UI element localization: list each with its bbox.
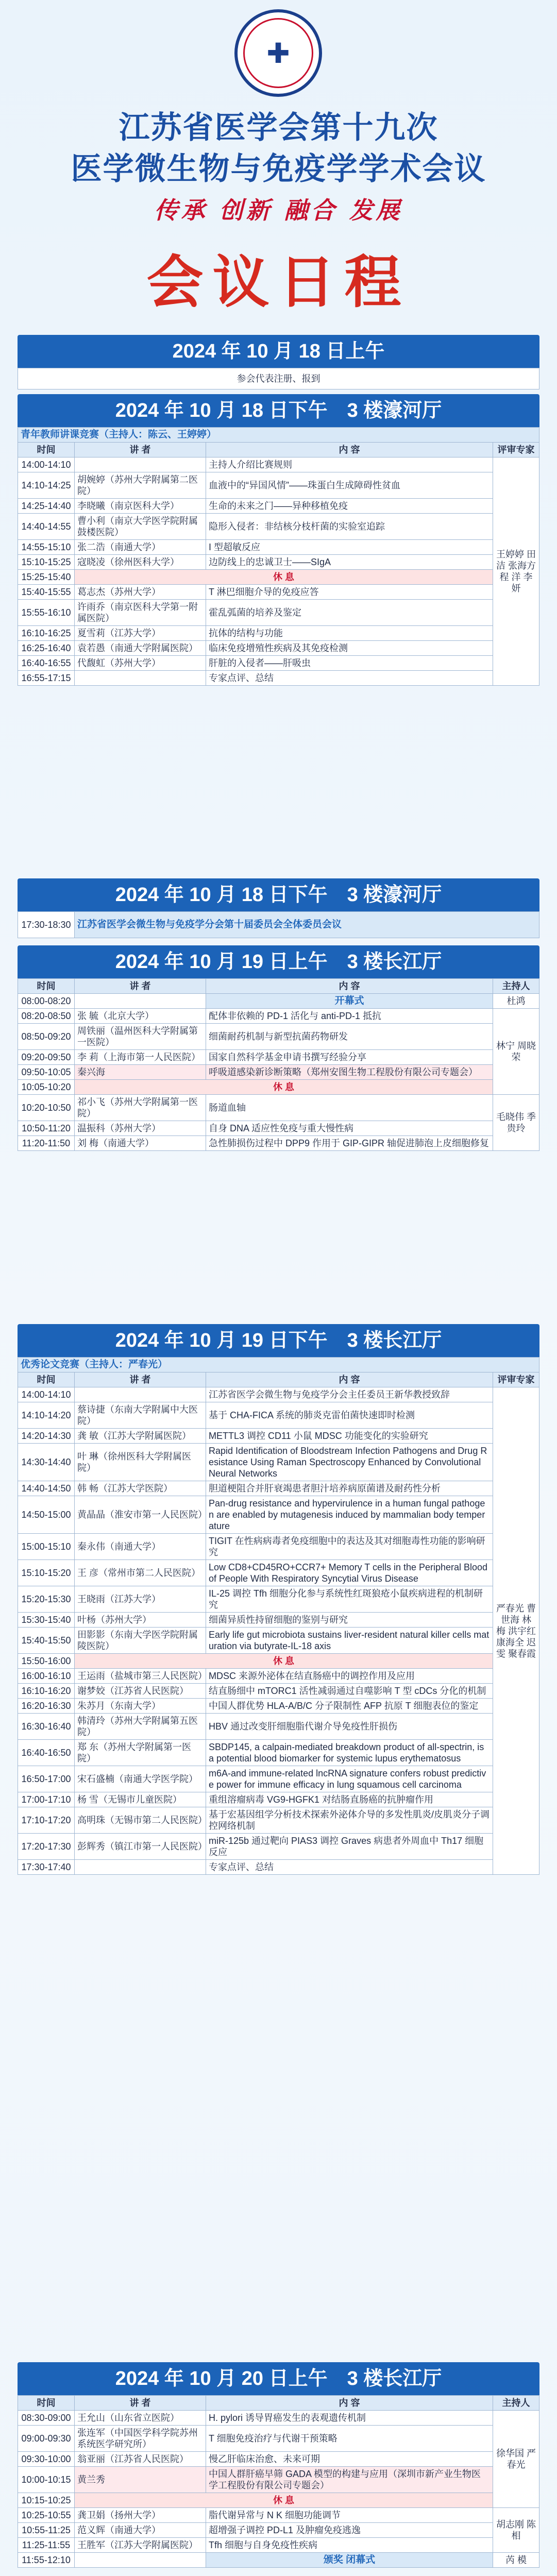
row-speaker: 高明珠（无锡市第二人民医院） <box>75 1807 206 1834</box>
table-row <box>18 1009 539 1024</box>
row-content: 结直肠细中 mTORC1 活性减弱通过自噬影响 T 型 cDCs 分化的机制 <box>206 1684 493 1699</box>
col-host: 主持人 <box>493 2396 539 2411</box>
title-line-1: 江苏省医学会第十九次 <box>119 110 438 145</box>
row-speaker <box>75 457 206 472</box>
row-speaker <box>75 1387 206 1402</box>
table-row <box>18 2411 539 2426</box>
row-time: 15:55-16:10 <box>18 600 75 626</box>
row-speaker: 宋石盛楠（南通大学医学院） <box>75 1766 206 1792</box>
row-speaker: 张二浩（南通大学） <box>75 540 206 555</box>
row-time: 16:40-16:50 <box>18 1740 75 1766</box>
row-time: 16:00-16:10 <box>18 1669 75 1684</box>
col-host: 主持人 <box>493 979 539 994</box>
row-time: 17:00-17:10 <box>18 1792 75 1807</box>
row-content: 肠道血轴 <box>206 1095 493 1121</box>
row-speaker <box>75 1860 206 1875</box>
section-title: 青年教师讲课竞赛（主持人：陈云、王婷婷） <box>18 428 539 443</box>
table-row <box>18 2538 539 2553</box>
table-row <box>18 1714 539 1740</box>
col-time: 时间 <box>18 979 75 994</box>
registration-note: 参会代表注册、报到 <box>18 368 539 389</box>
row-time: 14:10-14:20 <box>18 1402 75 1429</box>
host-cell: 胡志刚 陈 相 <box>493 2508 539 2553</box>
row-content: SBDP145, a calpain-mediated breakdown product of all-spectrin, is a potential blood biomarker for systemic lupus erythematosus <box>206 1740 493 1766</box>
row-content: m6A-and immune-related lncRNA signature confers robust predictive power for immune efficacy in lung squamous cell carcinoma <box>206 1766 493 1792</box>
table-row <box>18 1740 539 1766</box>
row-time: 14:00-14:10 <box>18 457 75 472</box>
table-row <box>18 1080 539 1095</box>
row-content: 江苏省医学会微生物与免疫学分会第十届委员会全体委员会议 <box>75 912 539 938</box>
table-row <box>18 514 539 540</box>
row-content: 细菌异质性持留细胞的鉴别与研究 <box>206 1613 493 1628</box>
row-content: T 淋巴细胞介导的免疫应答 <box>206 585 493 600</box>
table-row <box>18 555 539 570</box>
day2-am-block <box>18 945 539 1151</box>
table-row <box>18 2493 539 2508</box>
row-speaker: 李晓曦（南京医科大学） <box>75 499 206 514</box>
row-content: T 细胞免疫治疗与代谢干预策略 <box>206 2426 493 2452</box>
row-time: 17:30-17:40 <box>18 1860 75 1875</box>
row-time: 15:10-15:25 <box>18 555 75 570</box>
host-cell: 杜鸿 <box>493 994 539 1009</box>
table-row <box>18 1699 539 1714</box>
day-band: 2024 年 10 月 19 日下午 3 楼长江厅 <box>18 1324 539 1357</box>
table-row <box>18 2553 539 2568</box>
day-band: 2024 年 10 月 18 日下午 3 楼濠河厅 <box>18 878 539 911</box>
row-time: 08:50-09:20 <box>18 1024 75 1050</box>
row-content: 中国人群肝癌早筛 GADA 模型的构建与应用（深圳市新产业生物医学工程股份有限公司专题会） <box>206 2467 493 2493</box>
col-content: 内 容 <box>206 2396 493 2411</box>
table-row <box>18 1429 539 1444</box>
row-speaker: 郑 东（苏州大学附属第一医院） <box>75 1740 206 1766</box>
row-speaker <box>75 2553 206 2568</box>
row-time: 14:50-15:00 <box>18 1496 75 1534</box>
row-speaker: 夏雪莉（江苏大学） <box>75 626 206 641</box>
host-cell: 毛晓伟 季贵玲 <box>493 1095 539 1151</box>
row-time: 09:00-09:30 <box>18 2426 75 2452</box>
table-row <box>18 600 539 626</box>
row-time: 16:40-16:55 <box>18 656 75 671</box>
row-speaker: 龚卫娟（扬州大学） <box>75 2508 206 2523</box>
row-content: 专家点评、总结 <box>206 671 493 686</box>
row-speaker: 范义辉（南通大学） <box>75 2523 206 2538</box>
row-speaker: 曹小利（南京大学医学院附属鼓楼医院） <box>75 514 206 540</box>
day1-pm-block <box>18 394 539 686</box>
row-time: 08:30-09:00 <box>18 2411 75 2426</box>
host-cell: 徐华国 严春光 <box>493 2411 539 2508</box>
table-row <box>18 1807 539 1834</box>
host-cell: 林宁 周晓荣 <box>493 1009 539 1095</box>
break-label: 休 息 <box>75 570 493 585</box>
row-time: 10:55-11:25 <box>18 2523 75 2538</box>
table-row <box>18 1834 539 1860</box>
row-content: Pan-drug resistance and hypervirulence in a human fungal pathogen are enabled by mutagenesis induced by mammalian body temperature <box>206 1496 493 1534</box>
break-label: 休 息 <box>75 2493 493 2508</box>
row-content: Early life gut microbiota sustains liver-resident natural killer cells maturation via butyrate-IL-18 axis <box>206 1628 493 1654</box>
table-row <box>18 1481 539 1496</box>
row-time: 15:00-15:10 <box>18 1534 75 1560</box>
row-time: 15:50-16:00 <box>18 1654 75 1669</box>
col-time: 时间 <box>18 443 75 457</box>
col-content: 内 容 <box>206 979 493 994</box>
row-speaker: 张连军（中国医学科学院苏州系统医学研究所） <box>75 2426 206 2452</box>
row-time: 16:55-17:15 <box>18 671 75 686</box>
page-title: 会议日程 <box>146 249 411 315</box>
row-content: 主持人介绍比赛规则 <box>206 457 493 472</box>
row-speaker: 韩清玲（苏州大学附属第五医院） <box>75 1714 206 1740</box>
row-time: 14:55-15:10 <box>18 540 75 555</box>
table-row <box>18 1024 539 1050</box>
row-speaker: 谢梦姣（江苏省人民医院） <box>75 1684 206 1699</box>
row-time: 11:25-11:55 <box>18 2538 75 2553</box>
table-row <box>18 656 539 671</box>
row-time: 09:50-10:05 <box>18 1065 75 1080</box>
table-row <box>18 540 539 555</box>
table-row <box>18 2467 539 2493</box>
row-content: 细菌耐药机制与新型抗菌药物研发 <box>206 1024 493 1050</box>
row-time: 15:10-15:20 <box>18 1560 75 1586</box>
row-speaker: 叶杨（苏州大学） <box>75 1613 206 1628</box>
table-row <box>18 1402 539 1429</box>
row-content: 超增强子调控 PD-L1 及肿瘤免疫逃逸 <box>206 2523 493 2538</box>
row-time: 17:10-17:20 <box>18 1807 75 1834</box>
day1-eve-block <box>18 878 539 938</box>
col-speaker: 讲 者 <box>75 1372 206 1387</box>
row-content: H. pylori 诱导胃癌发生的表观遗传机制 <box>206 2411 493 2426</box>
table-row <box>18 1586 539 1613</box>
row-speaker: 王允山（山东省立医院） <box>75 2411 206 2426</box>
row-content: 重组溶瘤病毒 VG9-HGFK1 对结肠直肠癌的抗肿瘤作用 <box>206 1792 493 1807</box>
row-speaker: 胡婉婷（苏州大学附属第二医院） <box>75 472 206 499</box>
row-time: 10:50-11:20 <box>18 1121 75 1136</box>
row-content: 抗体的结构与功能 <box>206 626 493 641</box>
row-content: Rapid Identification of Bloodstream Infection Pathogens and Drug Resistance Using Raman Spectroscopy Enhanced by Convolutional Neural Networks <box>206 1444 493 1481</box>
row-speaker: 王 彦（常州市第二人民医院） <box>75 1560 206 1586</box>
row-speaker: 王胜军（江苏大学附属医院） <box>75 2538 206 2553</box>
row-speaker: 黄晶晶（淮安市第一人民医院） <box>75 1496 206 1534</box>
day3-am-block <box>18 2362 539 2568</box>
row-speaker: 周铁丽（温州医科大学附属第一医院） <box>75 1024 206 1050</box>
row-time: 17:30-18:30 <box>18 912 75 938</box>
row-speaker: 翁亚丽（江苏省人民医院） <box>75 2452 206 2467</box>
row-speaker: 王晓雨（江苏大学） <box>75 1586 206 1613</box>
row-time: 16:30-16:40 <box>18 1714 75 1740</box>
row-time: 14:10-14:25 <box>18 472 75 499</box>
table-row <box>18 1444 539 1481</box>
row-content: 脂代谢异常与 N K 细胞功能调节 <box>206 2508 493 2523</box>
day-band: 2024 年 10 月 20 日上午 3 楼长江厅 <box>18 2362 539 2395</box>
table-row <box>18 1792 539 1807</box>
row-speaker: 许雨乔（南京医科大学第一附属医院） <box>75 600 206 626</box>
row-content: 专家点评、总结 <box>206 1860 493 1875</box>
table-row <box>18 2452 539 2467</box>
row-speaker: 黄兰秀 <box>75 2467 206 2493</box>
col-speaker: 讲 者 <box>75 443 206 457</box>
row-content: 肝脏的入侵者——肝吸虫 <box>206 656 493 671</box>
row-time: 10:05-10:20 <box>18 1080 75 1095</box>
table-row <box>18 1684 539 1699</box>
table-row <box>18 641 539 656</box>
table-row <box>18 1050 539 1065</box>
table-row <box>18 1560 539 1586</box>
row-content: HBV 通过改变肝细胞脂代谢介导免疫性肝损伤 <box>206 1714 493 1740</box>
row-time: 16:20-16:30 <box>18 1699 75 1714</box>
row-time: 15:40-15:55 <box>18 585 75 600</box>
row-content: METTL3 调控 CD11 小鼠 MDSC 功能变化的实验研究 <box>206 1429 493 1444</box>
row-time: 15:20-15:30 <box>18 1586 75 1613</box>
row-speaker: 田影影（东南大学医学院附属陵医院） <box>75 1628 206 1654</box>
table-row <box>18 2508 539 2523</box>
row-content: 慢乙肝临床治愈、未来可期 <box>206 2452 493 2467</box>
day1-am-block <box>18 335 539 389</box>
row-speaker: 王运雨（盐城市第三人民医院） <box>75 1669 206 1684</box>
row-content: MDSC 来源外泌体在结直肠癌中的调控作用及应用 <box>206 1669 493 1684</box>
row-content: 基于 CHA-FICA 系统的肺炎克雷伯菌快速即时检测 <box>206 1402 493 1429</box>
row-time: 15:30-15:40 <box>18 1613 75 1628</box>
slogan: 传承 创新 融合 发展 <box>154 196 403 224</box>
row-speaker: 袁若愚（南通大学附属医院） <box>75 641 206 656</box>
table-row <box>18 1496 539 1534</box>
row-speaker: 叶 琳（徐州医科大学附属医院） <box>75 1444 206 1481</box>
row-speaker: 代馥虹（苏州大学） <box>75 656 206 671</box>
table-row <box>18 570 539 585</box>
section-title: 优秀论文竞赛（主持人：严春光） <box>18 1358 539 1372</box>
table-row <box>18 472 539 499</box>
row-content: 隐形入侵者：非结核分枝杆菌的实验室追踪 <box>206 514 493 540</box>
col-judge: 评审专家 <box>493 443 539 457</box>
table-row <box>18 1654 539 1669</box>
table-row <box>18 1628 539 1654</box>
row-content: 江苏省医学会微生物与免疫学分会主任委员王新华教授致辞 <box>206 1387 493 1402</box>
row-time: 14:20-14:30 <box>18 1429 75 1444</box>
col-time: 时间 <box>18 1372 75 1387</box>
row-time: 14:00-14:10 <box>18 1387 75 1402</box>
row-time: 15:25-15:40 <box>18 570 75 585</box>
row-speaker: 寇晓凌（徐州医科大学） <box>75 555 206 570</box>
col-content: 内 容 <box>206 1372 493 1387</box>
row-speaker: 李 莉（上海市第一人民医院） <box>75 1050 206 1065</box>
row-content: 胆道梗阻合并肝衰竭患者胆汁培养病原菌谱及耐药性分析 <box>206 1481 493 1496</box>
row-time: 09:30-10:00 <box>18 2452 75 2467</box>
row-speaker: 秦永伟（南通大学） <box>75 1534 206 1560</box>
judges-cell: 严春光 曹世海 林 梅 洪宇红 康海全 迟 雯 聚春霞 <box>493 1387 539 1875</box>
row-time: 14:25-14:40 <box>18 499 75 514</box>
table-row <box>18 1065 539 1080</box>
judges-cell: 王婷婷 田 洁 张海方 程 洋 李 妍 <box>493 457 539 686</box>
row-content: 霍乱弧菌的培养及鉴定 <box>206 600 493 626</box>
table-row <box>18 1095 539 1121</box>
table-row <box>18 2523 539 2538</box>
row-speaker <box>75 994 206 1009</box>
row-time: 08:20-08:50 <box>18 1009 75 1024</box>
row-time: 16:25-16:40 <box>18 641 75 656</box>
row-time: 16:10-16:20 <box>18 1684 75 1699</box>
row-time: 16:50-17:00 <box>18 1766 75 1792</box>
host-cell: 芮 模 <box>493 2553 539 2568</box>
row-time: 16:10-16:25 <box>18 626 75 641</box>
row-time: 09:20-09:50 <box>18 1050 75 1065</box>
table-row <box>18 1387 539 1402</box>
table-row <box>18 626 539 641</box>
row-time: 17:20-17:30 <box>18 1834 75 1860</box>
row-content: I 型超敏反应 <box>206 540 493 555</box>
row-time: 15:40-15:50 <box>18 1628 75 1654</box>
row-content: 开幕式 <box>206 994 493 1009</box>
row-content: Low CD8+CD45RO+CCR7+ Memory T cells in the Peripheral Blood of People With Respiratory Syncytial Virus Disease <box>206 1560 493 1586</box>
row-time: 11:55-12:10 <box>18 2553 75 2568</box>
row-time: 10:20-10:50 <box>18 1095 75 1121</box>
row-time: 14:40-14:55 <box>18 514 75 540</box>
table-row <box>18 1766 539 1792</box>
day2-pm-block <box>18 1324 539 1875</box>
row-time: 10:15-10:25 <box>18 2493 75 2508</box>
row-content: 自身 DNA 适应性免疫与重大慢性病 <box>206 1121 493 1136</box>
row-speaker: 龚 敏（江苏大学附属医院） <box>75 1429 206 1444</box>
table-row <box>18 994 539 1009</box>
col-speaker: 讲 者 <box>75 2396 206 2411</box>
row-speaker: 彭辉秀（镇江市第一人民医院） <box>75 1834 206 1860</box>
table-row <box>18 671 539 686</box>
title-line-2: 医学微生物与免疫学学术会议 <box>71 151 486 186</box>
row-speaker: 朱苏月（东南大学） <box>75 1699 206 1714</box>
row-content: 急性肺损伤过程中 DPP9 作用于 GIP-GIPR 轴促进肺泡上皮细胞修复 <box>206 1136 493 1151</box>
break-label: 休 息 <box>75 1654 493 1669</box>
row-content: 配体非依赖的 PD-1 活化与 anti-PD-1 抵抗 <box>206 1009 493 1024</box>
row-content: 颁奖 闭幕式 <box>206 2553 493 2568</box>
row-speaker: 蔡诗捷（东南大学附属中大医院） <box>75 1402 206 1429</box>
row-speaker: 葛志杰（苏州大学） <box>75 585 206 600</box>
row-speaker: 祁小飞（苏州大学附属第一医院） <box>75 1095 206 1121</box>
table-row <box>18 457 539 472</box>
row-speaker: 秦兴海 <box>75 1065 206 1080</box>
day-band: 2024 年 10 月 19 日上午 3 楼长江厅 <box>18 945 539 978</box>
row-content: 国家自然科学基金申请书撰写经验分享 <box>206 1050 493 1065</box>
table-row <box>18 1860 539 1875</box>
row-content: 血液中的“异国风情”——珠蛋白生成障碍性贫血 <box>206 472 493 499</box>
row-time: 14:40-14:50 <box>18 1481 75 1496</box>
row-content: Tfh 细胞与自身免疫性疾病 <box>206 2538 493 2553</box>
row-speaker: 张 毓（北京大学） <box>75 1009 206 1024</box>
col-judge: 评审专家 <box>493 1372 539 1387</box>
row-content: 边防线上的忠诚卫士——SIgA <box>206 555 493 570</box>
row-content: TIGIT 在性病病毒者免疫细胞中的表达及其对细胞毒性功能的影响研究 <box>206 1534 493 1560</box>
row-time: 14:30-14:40 <box>18 1444 75 1481</box>
table-row <box>18 2426 539 2452</box>
table-row <box>18 1669 539 1684</box>
table-row <box>18 1121 539 1136</box>
col-speaker: 讲 者 <box>75 979 206 994</box>
col-time: 时间 <box>18 2396 75 2411</box>
day-band: 2024 年 10 月 18 日下午 3 楼濠河厅 <box>18 394 539 427</box>
row-speaker: 杨 雪（无锡市儿童医院） <box>75 1792 206 1807</box>
row-content: 生命的未来之门——异种移植免疫 <box>206 499 493 514</box>
row-content: 呼吸道感染新诊断策略（郑州安图生物工程股份有限公司专题会） <box>206 1065 493 1080</box>
row-speaker <box>75 671 206 686</box>
row-speaker: 韩 畅（江苏大学医院） <box>75 1481 206 1496</box>
row-content: IL-25 调控 Tfh 细胞分化参与系统性红斑狼疮小鼠疾病进程的机制研究 <box>206 1586 493 1613</box>
society-logo: ✚ <box>234 9 322 97</box>
break-label: 休 息 <box>75 1080 493 1095</box>
col-content: 内 容 <box>206 443 493 457</box>
table-row <box>18 585 539 600</box>
row-time: 11:20-11:50 <box>18 1136 75 1151</box>
table-row <box>18 1136 539 1151</box>
row-time: 10:00-10:15 <box>18 2467 75 2493</box>
table-row <box>18 1534 539 1560</box>
table-row <box>18 499 539 514</box>
day-band: 2024 年 10 月 18 日上午 <box>18 335 539 368</box>
row-time: 08:00-08:20 <box>18 994 75 1009</box>
row-content: 临床免疫增殖性疾病及其免疫检测 <box>206 641 493 656</box>
row-speaker: 温振科（苏州大学） <box>75 1121 206 1136</box>
row-content: 中国人群优势 HLA-A/B/C 分子限制性 AFP 抗原 T 细胞表位的鉴定 <box>206 1699 493 1714</box>
row-content: 基于宏基因组学分析技术探索外泌体介导的多发性肌炎/皮肌炎分子调控网络机制 <box>206 1807 493 1834</box>
table-row <box>18 1613 539 1628</box>
row-content: miR-125b 通过靶向 PIAS3 调控 Graves 病患者外周血中 Th17 细胞反应 <box>206 1834 493 1860</box>
row-time: 10:25-10:55 <box>18 2508 75 2523</box>
row-speaker: 刘 梅（南通大学） <box>75 1136 206 1151</box>
